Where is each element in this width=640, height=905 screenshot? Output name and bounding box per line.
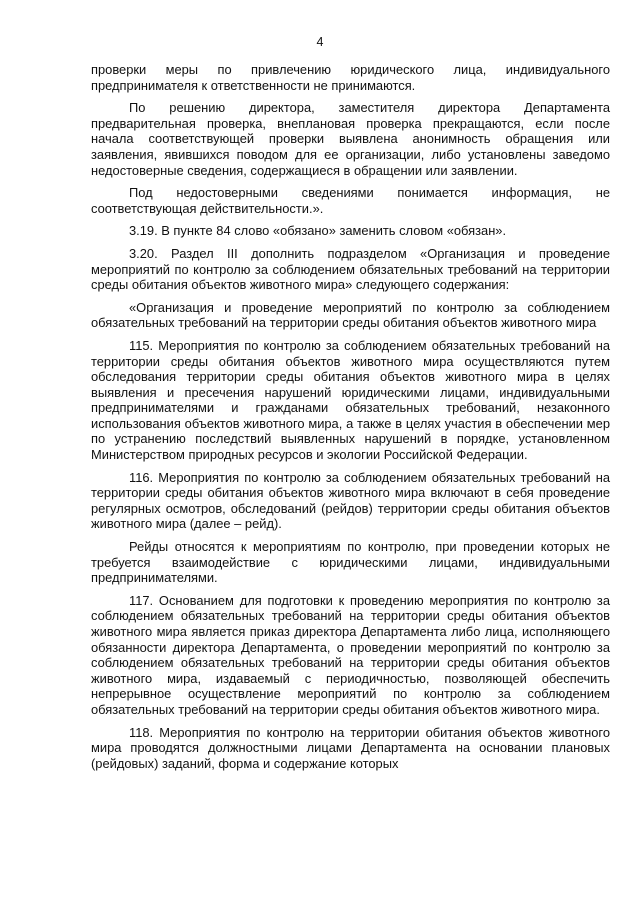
paragraph-false-information: Под недостоверными сведениями понимается информация, не соответствующая действительности.». [91, 185, 610, 216]
paragraph-117: 117. Основанием для подготовки к проведению мероприятия по контролю за соблюдением обязательных требований на территории среды обитания объектов животного мира является приказ директора Департамента либо лица, исполняющего обязанности директора Департамента, о проведении мероприятий по контролю за соблюдением обязательных требований на территории среды обитания объектов животного мира, издаваемый с периодичностью, позволяющей обеспечить непрерывное осуществление мероприятий по контролю за соблюдением обязательных требований на территории среды обитания объектов животного мира. [91, 592, 610, 717]
paragraph-continued: проверки меры по привлечению юридического лица, индивидуального предпринимателя к ответственности не принимаются. [91, 62, 610, 93]
document-body [91, 62, 610, 778]
paragraph-116: 116. Мероприятия по контролю за соблюдением обязательных требований на территории среды обитания объектов животного мира включают в себя проведение регулярных осмотров, обследований (рейдов) территории среды обитания объектов животного мира (далее – рейд). [91, 469, 610, 532]
paragraph-115: 115. Мероприятия по контролю за соблюдением обязательных требований на территории среды обитания объектов животного мира осуществляются путем обследования территории среды обитания объектов животного мира в целях выявления и пресечения нарушений юридическими лицами, индивидуальными предпринимателями и гражданами обязательных требований, незаконного использования объектов животного мира, а также в целях участия в обеспечении мер по устранению последствий выявленных нарушений в порядке, установленном Министерством природных ресурсов и экологии Российской Федерации. [91, 337, 610, 463]
paragraph-118: 118. Мероприятия по контролю на территории обитания объектов животного мира проводятся должностными лицами Департамента на основании плановых (рейдовых) заданий, форма и содержание которых [91, 724, 610, 771]
paragraph-raids: Рейды относятся к мероприятиям по контролю, при проведении которых не требуется взаимодействие с юридическими лицами, индивидуальными предпринимателями. [91, 539, 610, 586]
subsection-heading: «Организация и проведение мероприятий по контролю за соблюдением обязательных требований на территории среды обитания объектов животного мира [91, 299, 610, 331]
page-number: 4 [316, 35, 324, 49]
paragraph-check-termination: По решению директора, заместителя директора Департамента предварительная проверка, внеплановая проверка прекращаются, если после начала соответствующей проверки выявлена анонимность обращения или заявления, явившихся поводом для ее организации, либо установлены заведомо недостоверные сведения, содержащиеся в обращении или заявлении. [91, 100, 610, 178]
paragraph-3-20: 3.20. Раздел III дополнить подразделом «Организация и проведение мероприятий по контролю за соблюдением обязательных требований на территории среды обитания объектов животного мира» следующего содержания: [91, 245, 610, 293]
paragraph-3-19: 3.19. В пункте 84 слово «обязано» заменить словом «обязан». [129, 223, 507, 239]
